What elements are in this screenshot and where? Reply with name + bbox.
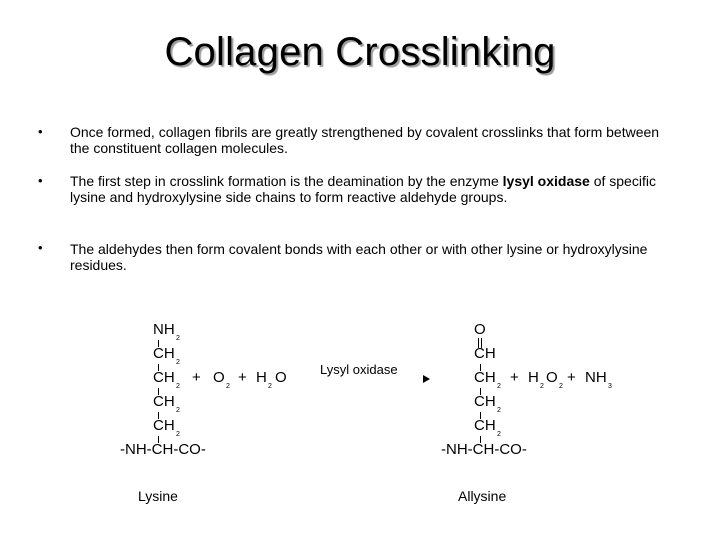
reagent-water-o: O <box>275 369 287 386</box>
product-water-o: O <box>546 369 558 386</box>
product-plus-2: + <box>567 369 576 386</box>
bullet-3-text: The aldehydes then form covalent bonds with each other or with other lysine or hydroxylysine residues. <box>70 241 648 273</box>
allysine-ch3: CH <box>474 417 496 434</box>
lysine-nh-sub: 2 <box>176 335 180 342</box>
allysine-backbone: -NH-CH-CO- <box>441 441 527 458</box>
allysine-label: Allysine <box>458 488 507 504</box>
lysine-backbone: -NH-CH-CO- <box>120 441 206 458</box>
bullet-2-text-pre: The first step in crosslink formation is the deamination by the enzyme <box>70 173 503 189</box>
lysine-ch2: CH <box>153 369 175 386</box>
allysine-ch2: CH <box>474 393 496 410</box>
lysine-ch1-sub: 2 <box>176 359 180 366</box>
lysine-ch2-sub: 2 <box>176 383 180 390</box>
lysine-ch3: CH <box>153 393 175 410</box>
lysine-ch4-sub: 2 <box>176 431 180 438</box>
enzyme-label: Lysyl oxidase <box>320 362 398 377</box>
allysine-ch2-sub: 2 <box>497 407 501 414</box>
product-ammonia: NH <box>585 369 607 386</box>
bullet-text-1 <box>70 125 670 156</box>
reagent-oxygen: O <box>213 369 225 386</box>
lysine-ch1: CH <box>153 345 175 362</box>
reagent-oxygen-sub: 2 <box>226 383 230 390</box>
product-ammonia-sub: 3 <box>608 383 612 390</box>
allysine-ch1-sub: 2 <box>497 383 501 390</box>
slide-title: Collagen Crosslinking <box>164 30 556 74</box>
bullet-2-text-bold: lysyl oxidase <box>502 173 590 189</box>
bullet-marker-3: • <box>38 240 43 255</box>
bullet-text-2 <box>70 174 670 205</box>
product-plus-1: + <box>510 369 519 386</box>
reagent-water-sub: 2 <box>268 383 272 390</box>
bullet-text-3 <box>70 242 670 273</box>
reagent-plus-1: + <box>192 369 201 386</box>
bullet-marker-1: • <box>38 124 43 139</box>
reagent-water-h: H <box>256 369 267 386</box>
reaction-arrow-icon <box>423 375 430 383</box>
bullet-2-text-post: of specific lysine and hydroxylysine side chains to form reactive aldehyde groups. <box>70 173 656 205</box>
lysine-ch3-sub: 2 <box>176 407 180 414</box>
allysine-ch1: CH <box>474 369 496 386</box>
allysine-ch-top: CH <box>474 345 496 362</box>
lysine-label: Lysine <box>138 488 178 504</box>
lysine-nh: NH <box>153 321 175 338</box>
product-water-h: H <box>528 369 539 386</box>
lysine-ch4: CH <box>153 417 175 434</box>
product-water-sub: 2 <box>540 383 544 390</box>
reagent-plus-2: + <box>238 369 247 386</box>
allysine-o: O <box>474 321 486 338</box>
bullet-1-text: Once formed, collagen fibrils are greatly strengthened by covalent crosslinks that form between the constituent collagen molecules. <box>70 124 660 156</box>
allysine-ch3-sub: 2 <box>497 431 501 438</box>
product-water-o-sub: 2 <box>559 383 563 390</box>
bullet-marker-2: • <box>38 173 43 188</box>
